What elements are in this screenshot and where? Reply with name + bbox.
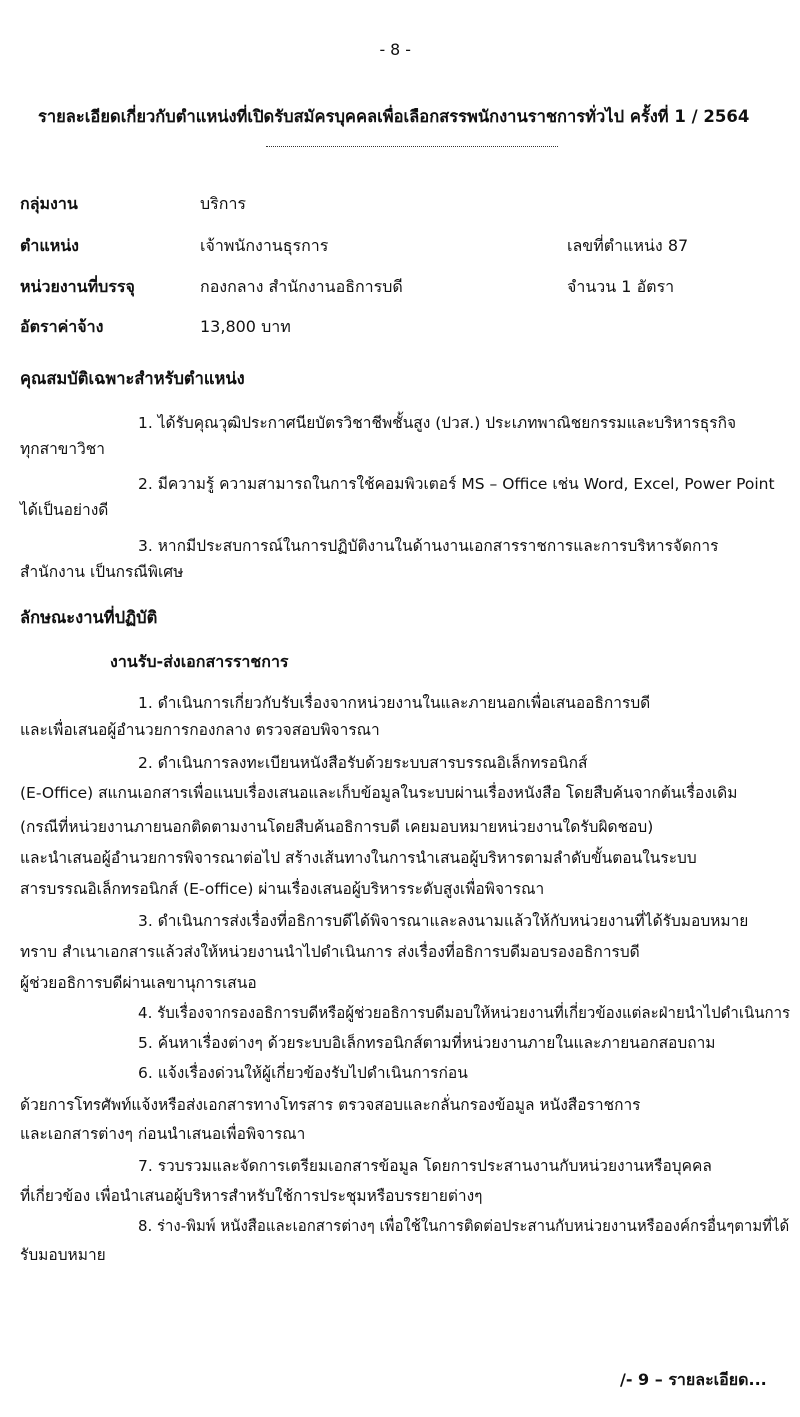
duty-item-cont: และเพื่อเสนอผู้อำนวยการกองกลาง ตรวจสอบพิจารณา bbox=[20, 721, 380, 739]
duties-subheading: งานรับ-ส่งเอกสารราชการ bbox=[110, 652, 289, 671]
duty-item-cont: สารบรรณอิเล็กทรอนิกส์ (E-office) ผ่านเรื่องเสนอผู้บริหารระดับสูงเพื่อพิจารณา bbox=[20, 880, 545, 898]
continuation-footer: /- 9 – รายละเอียด... bbox=[620, 1370, 767, 1389]
duty-item-cont: ด้วยการโทรศัพท์แจ้งหรือส่งเอกสารทางโทรสาร ตรวจสอบและกลั่นกรองข้อมูล หนังสือราชการ bbox=[20, 1096, 641, 1114]
duty-item: 2. ดำเนินการลงทะเบียนหนังสือรับด้วยระบบสารบรรณอิเล็กทรอนิกส์ bbox=[138, 754, 588, 772]
unit-value: กองกลาง สำนักงานอธิการบดี bbox=[200, 277, 403, 296]
group-label: กลุ่มงาน bbox=[20, 194, 78, 213]
qualification-item: 2. มีความรู้ ความสามารถในการใช้คอมพิวเตอร์ MS – Office เช่น Word, Excel, Power Point bbox=[138, 475, 775, 493]
duty-item-cont: ทราบ สำเนาเอกสารแล้วส่งให้หน่วยงานนำไปดำเนินการ ส่งเรื่องที่อธิการบดีมอบรองอธิการบดี bbox=[20, 943, 640, 961]
duty-item-cont: ผู้ช่วยอธิการบดีผ่านเลขานุการเสนอ bbox=[20, 974, 257, 992]
duty-item: 8. ร่าง-พิมพ์ หนังสือและเอกสารต่างๆ เพื่อใช้ในการติดต่อประสานกับหน่วยงานหรือองค์กรอื่นๆตามที่ได้ bbox=[138, 1217, 790, 1235]
position-number: เลขที่ตำแหน่ง 87 bbox=[567, 236, 689, 255]
group-value: บริการ bbox=[200, 194, 247, 213]
qualification-item: 1. ได้รับคุณวุฒิประกาศนียบัตรวิชาชีพชั้นสูง (ปวส.) ประเภทพาณิชยกรรมและบริหารธุรกิจ bbox=[138, 414, 737, 432]
page-number: - 8 - bbox=[379, 40, 411, 59]
qualification-item-cont: ทุกสาขาวิชา bbox=[20, 440, 105, 458]
qualification-item: 3. หากมีประสบการณ์ในการปฏิบัติงานในด้านงานเอกสารราชการและการบริหารจัดการ bbox=[138, 537, 719, 555]
qualification-item-cont: สำนักงาน เป็นกรณีพิเศษ bbox=[20, 563, 184, 581]
duty-item-cont: ที่เกี่ยวข้อง เพื่อนำเสนอผู้บริหารสำหรับใช้การประชุมหรือบรรยายต่างๆ bbox=[20, 1187, 483, 1205]
duty-item: 1. ดำเนินการเกี่ยวกับรับเรื่องจากหน่วยงานในและภายนอกเพื่อเสนออธิการบดี bbox=[138, 694, 651, 712]
wage-label: อัตราค่าจ้าง bbox=[20, 317, 104, 336]
title-underline bbox=[266, 146, 558, 147]
qualification-item-cont: ได้เป็นอย่างดี bbox=[20, 501, 109, 519]
position-value: เจ้าพนักงานธุรการ bbox=[200, 236, 329, 255]
position-count: จำนวน 1 อัตรา bbox=[567, 277, 675, 296]
duty-item-cont: และเอกสารต่างๆ ก่อนนำเสนอเพื่อพิจารณา bbox=[20, 1125, 306, 1143]
duty-item-cont: (E-Office) สแกนเอกสารเพื่อแนบเรื่องเสนอและเก็บข้อมูลในระบบผ่านเรื่องหนังสือ โดยสืบค้นจากต้นเรื่องเดิม bbox=[20, 784, 738, 802]
duty-item: 7. รวบรวมและจัดการเตรียมเอกสารข้อมูล โดยการประสานงานกับหน่วยงานหรือบุคคล bbox=[138, 1157, 712, 1175]
duty-item-cont: และนำเสนอผู้อำนวยการพิจารณาต่อไป สร้างเส้นทางในการนำเสนอผู้บริหารตามลำดับขั้นตอนในระบบ bbox=[20, 849, 697, 867]
duty-item: 5. ค้นหาเรื่องต่างๆ ด้วยระบบอิเล็กทรอนิกส์ตามที่หน่วยงานภายในและภายนอกสอบถาม bbox=[138, 1034, 716, 1052]
position-label: ตำแหน่ง bbox=[20, 236, 79, 255]
duty-item-cont: (กรณีที่หน่วยงานภายนอกติดตามงานโดยสืบค้นอธิการบดี เคยมอบหมายหน่วยงานใดรับผิดชอบ) bbox=[20, 818, 654, 836]
duty-item: 4. รับเรื่องจากรองอธิการบดีหรือผู้ช่วยอธิการบดีมอบให้หน่วยงานที่เกี่ยวข้องแต่ละฝ่ายนำไปดำเนินการ bbox=[138, 1004, 791, 1022]
wage-value: 13,800 บาท bbox=[200, 317, 291, 336]
document-title: รายละเอียดเกี่ยวกับตำแหน่งที่เปิดรับสมัครบุคคลเพื่อเลือกสรรพนักงานราชการทั่วไป ครั้งที่ 1 / 2564 bbox=[38, 107, 750, 126]
duty-item-cont: รับมอบหมาย bbox=[20, 1246, 106, 1264]
unit-label: หน่วยงานที่บรรจุ bbox=[20, 277, 135, 296]
duties-heading: ลักษณะงานที่ปฏิบัติ bbox=[20, 608, 158, 627]
duty-item: 6. แจ้งเรื่องด่วนให้ผู้เกี่ยวข้องรับไปดำเนินการก่อน bbox=[138, 1064, 468, 1082]
qualifications-heading: คุณสมบัติเฉพาะสำหรับตำแหน่ง bbox=[20, 369, 245, 388]
duty-item: 3. ดำเนินการส่งเรื่องที่อธิการบดีได้พิจารณาและลงนามแล้วให้กับหน่วยงานที่ได้รับมอบหมาย bbox=[138, 912, 749, 930]
